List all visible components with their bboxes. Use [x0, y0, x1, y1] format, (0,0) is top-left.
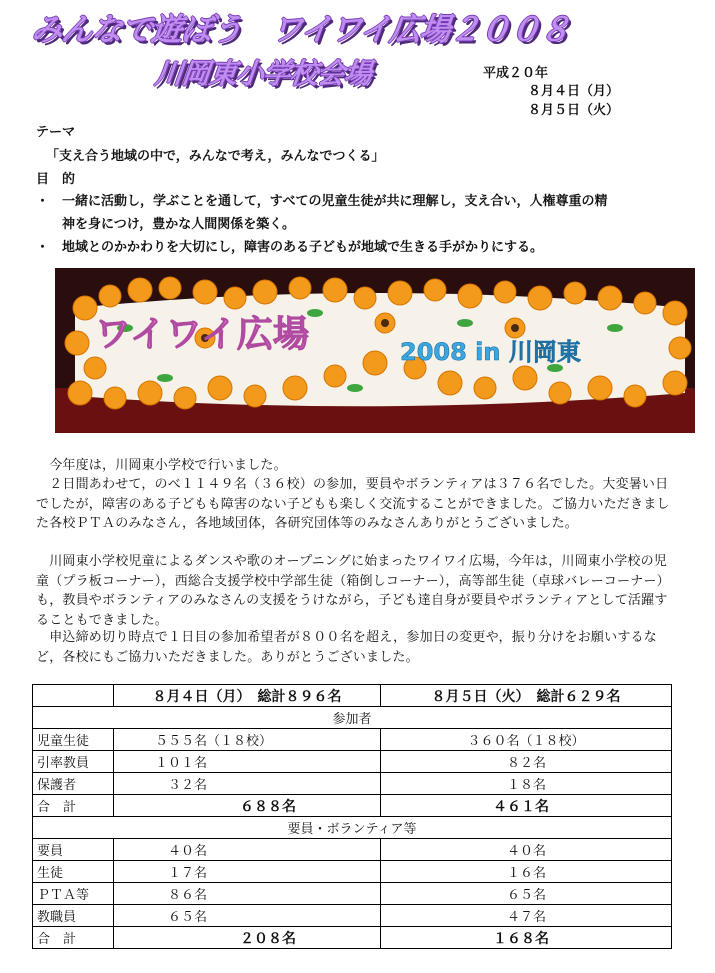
day2-value: ８２名	[381, 751, 672, 773]
day2-value: １６名	[381, 861, 672, 883]
row-label: 教職員	[33, 905, 114, 927]
table-corner-cell	[33, 685, 114, 707]
theme-label: テーマ	[36, 125, 76, 140]
purpose-bullet-2: ・ 地域とのかかわりを大切にし，障害のある子どもが地域で生きる手がかりにする。	[36, 240, 544, 255]
participants-section-label: 参加者	[33, 707, 672, 729]
era-year: 平成２０年	[483, 66, 549, 81]
row-label: 生徒	[33, 861, 114, 883]
day1-value: ４０名	[114, 839, 381, 861]
banner-text-2008: 2008 in 川岡東	[400, 338, 581, 366]
table-row	[33, 729, 672, 751]
day1-value: １７名	[114, 861, 381, 883]
day1-value: ８６名	[114, 883, 381, 905]
purpose-bullet-1-cont: 神を身につけ，豊かな人間関係を築く。	[36, 217, 295, 232]
table-row	[33, 773, 672, 795]
main-title: みんなで遊ぼう ワイワイ広場２００８	[29, 12, 572, 48]
table-row	[33, 861, 672, 883]
date-day1: ８月４日（月）	[528, 84, 620, 99]
day2-total: １６８名	[381, 927, 672, 949]
day1-value: ３２名	[114, 773, 381, 795]
day1-value: ５５５名（１８校）	[114, 729, 381, 751]
report-paragraph-2: ２日間あわせて，のべ１１４９名（３６校）の参加，要員やボランティアは３７６名でした。大変暑い日でしたが，障害のある子どもも障害のない子どもも楽しく交流することができました。ご協力いただきました各校ＰＴＡのみなさん，各地域団体，各研究団体等のみなさんありがとうございました。	[36, 477, 670, 531]
date-day2: ８月５日（火）	[528, 103, 620, 118]
table-row-total	[33, 795, 672, 817]
row-label: 引率教員	[33, 751, 114, 773]
venue-title: 川岡東小学校会場	[153, 57, 373, 90]
day2-header: ８月５日（火） 総計６２９名	[381, 685, 672, 707]
section-row-participants	[33, 707, 672, 729]
row-label: ＰＴＡ等	[33, 883, 114, 905]
staff-section-label: 要員・ボランティア等	[33, 817, 672, 839]
row-label: 保護者	[33, 773, 114, 795]
day1-total: ２０８名	[114, 927, 381, 949]
table-row	[33, 839, 672, 861]
report-paragraph-1: 今年度は，川岡東小学校で行いました。	[36, 458, 287, 473]
day2-value: １８名	[381, 773, 672, 795]
attendance-table	[32, 684, 672, 949]
purpose-bullet-1: ・ 一緒に活動し，学ぶことを通して，すべての児童生徒が共に理解し，支え合い，人権尊重の精	[36, 194, 608, 209]
banner-illustration	[55, 268, 695, 433]
table-row	[33, 883, 672, 905]
row-label: 合 計	[33, 795, 114, 817]
banner-photo	[55, 268, 695, 433]
row-label: 合 計	[33, 927, 114, 949]
day2-value: ３６０名（１８校）	[381, 729, 672, 751]
table-row	[33, 905, 672, 927]
banner-text-wawa: ワイワイ広場	[95, 314, 309, 355]
day2-total: ４６１名	[381, 795, 672, 817]
day1-header: ８月４日（月） 総計８９６名	[114, 685, 381, 707]
day2-value: ４０名	[381, 839, 672, 861]
table-row	[33, 751, 672, 773]
theme-text: 「支え合う地域の中で，みんなで考え，みんなでつくる」	[46, 149, 385, 164]
day1-total: ６８８名	[114, 795, 381, 817]
report-paragraph-4: 申込締め切り時点で１日目の参加希望者が８００名を超え，参加日の変更や，振り分けをお願いするなど，各校にもご協力いただきました。ありがとうございました。	[36, 630, 657, 665]
day2-value: ６５名	[381, 883, 672, 905]
table-header-row	[33, 685, 672, 707]
table-row-total	[33, 927, 672, 949]
row-label: 要員	[33, 839, 114, 861]
row-label: 児童生徒	[33, 729, 114, 751]
purpose-label: 目 的	[36, 172, 76, 187]
report-paragraph-3: 川岡東小学校児童によるダンスや歌のオープニングに始まったワイワイ広場，今年は，川岡東小学校の児童（プラ板コーナー），西総合支援学校中学部生徒（箱倒しコーナー），高等部生徒（卓球バレーコーナー）も，教員やボランティアのみなさんの支援をうけながら，子ども達自身が要員やボランティアとして活躍することもできました。	[36, 554, 670, 628]
day1-value: ６５名	[114, 905, 381, 927]
section-row-staff	[33, 817, 672, 839]
day1-value: １０１名	[114, 751, 381, 773]
day2-value: ４７名	[381, 905, 672, 927]
